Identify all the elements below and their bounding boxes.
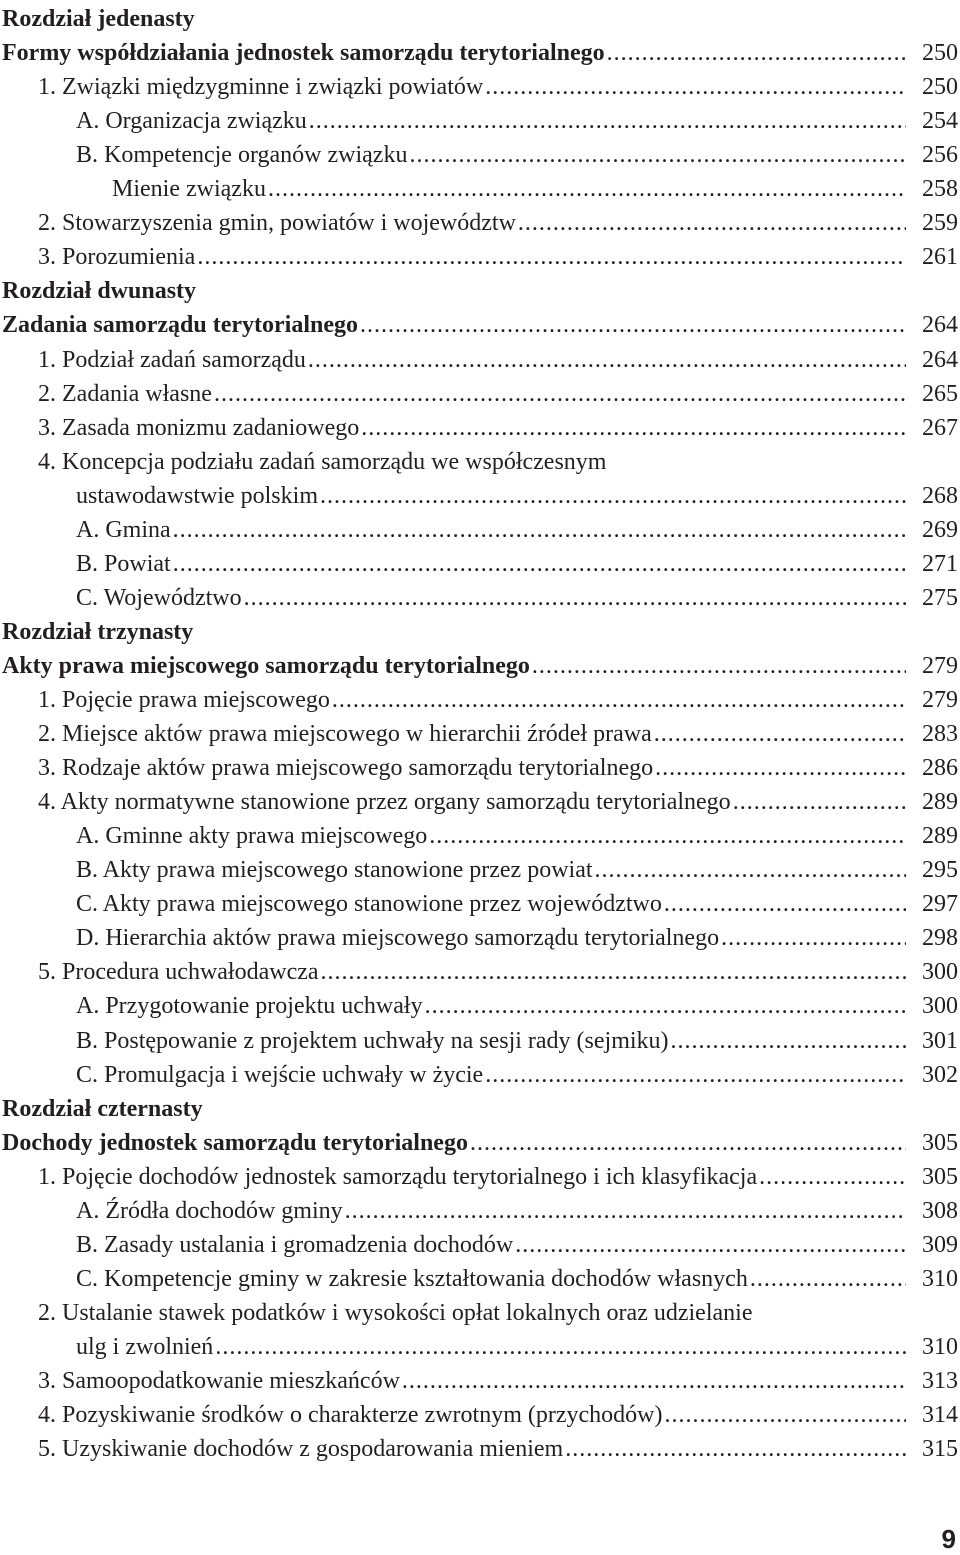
toc-entry <box>0 1160 960 1194</box>
toc-entry-line <box>0 1296 960 1330</box>
toc-page-number: 300 <box>922 959 958 986</box>
chapter-heading <box>0 2 960 36</box>
toc-entry-text: A. Organizacja związku <box>76 108 307 135</box>
toc-entry <box>0 1194 960 1228</box>
toc-entry-text: 4. Koncepcja podziału zadań samorządu we współczesnym <box>38 448 607 475</box>
dot-leader <box>309 104 906 138</box>
toc-entry-text: 4. Akty normatywne stanowione przez organy samorządu terytorialnego <box>38 789 731 816</box>
toc-entry-text: 1. Pojęcie dochodów jednostek samorządu terytorialnego i ich klasyfikacja <box>38 1163 758 1190</box>
chapter-heading <box>0 274 960 308</box>
dot-leader <box>759 1160 906 1194</box>
toc-entry-text: ulg i zwolnień <box>76 1333 214 1360</box>
toc-page-number: 313 <box>922 1368 958 1394</box>
chapter-heading-text: Rozdział trzynasty <box>2 618 194 645</box>
toc-entry <box>0 1432 960 1466</box>
toc-page-number: 283 <box>922 721 958 748</box>
toc-entry-text: 3. Porozumienia <box>38 244 196 271</box>
toc-page-number: 268 <box>922 482 958 509</box>
toc-entry-text: C. Kompetencje gminy w zakresie kształtowania dochodów własnych <box>76 1265 748 1292</box>
dot-leader <box>664 1398 906 1432</box>
dot-leader <box>565 1432 906 1466</box>
toc-page-number: 256 <box>922 142 958 169</box>
toc-entry <box>0 683 960 717</box>
toc-page-number: 267 <box>922 414 958 441</box>
toc-page-number: 305 <box>922 1129 958 1156</box>
toc-entry-text: B. Powiat <box>76 550 171 577</box>
dot-leader <box>485 70 906 104</box>
toc-page-number: 264 <box>922 346 958 373</box>
toc-entry <box>0 785 960 819</box>
toc-entry <box>0 955 960 989</box>
dot-leader <box>470 1126 906 1160</box>
dot-leader <box>268 172 906 206</box>
chapter-heading-text: Rozdział dwunasty <box>2 278 197 305</box>
toc-page-number: 310 <box>922 1265 958 1292</box>
toc-entry <box>0 70 960 104</box>
toc-page-number: 259 <box>922 210 958 237</box>
toc-page-number: 250 <box>922 40 958 67</box>
toc-entry-text: D. Hierarchia aktów prawa miejscowego samorządu terytorialnego <box>76 925 720 952</box>
dot-leader <box>345 1194 906 1228</box>
toc-entry-text: 1. Związki międzygminne i związki powiatów <box>38 74 484 101</box>
toc-page-number: 309 <box>922 1231 958 1258</box>
toc-entry-text: Zadania samorządu terytorialnego <box>2 312 358 339</box>
toc-entry-text: B. Postępowanie z projektem uchwały na sesji rady (sejmiku) <box>76 1027 669 1054</box>
toc-entry <box>0 513 960 547</box>
dot-leader <box>197 240 906 274</box>
toc-entry <box>0 1058 960 1092</box>
toc-entry <box>0 172 960 206</box>
toc-page-number: 302 <box>922 1061 958 1088</box>
toc-entry-text: A. Gmina <box>76 516 171 543</box>
toc-page-number: 261 <box>922 244 958 271</box>
toc-entry <box>0 581 960 615</box>
toc-entry-text: Mienie związku <box>112 176 266 203</box>
dot-leader <box>361 411 906 445</box>
toc-entry-text: A. Gminne akty prawa miejscowego <box>76 823 428 850</box>
dot-leader <box>214 377 906 411</box>
dot-leader <box>173 547 906 581</box>
toc-entry <box>0 138 960 172</box>
toc-entry <box>0 921 960 955</box>
toc-entry <box>0 853 960 887</box>
toc-entry-text: B. Kompetencje organów związku <box>76 142 408 169</box>
dot-leader <box>173 513 906 547</box>
page-number: 9 <box>941 1524 956 1554</box>
toc-entry-text: 3. Rodzaje aktów prawa miejscowego samorządu terytorialnego <box>38 755 654 782</box>
toc-entry-text: 1. Podział zadań samorządu <box>38 346 306 373</box>
toc-page-number: 295 <box>922 857 958 884</box>
dot-leader <box>671 1024 906 1058</box>
chapter-title-entry <box>0 1126 960 1160</box>
toc-entry-text: A. Źródła dochodów gminy <box>76 1197 343 1224</box>
toc-entry <box>0 887 960 921</box>
chapter-heading-text: Rozdział jedenasty <box>2 6 195 32</box>
dot-leader <box>515 1228 906 1262</box>
toc-page-number: 315 <box>922 1436 958 1463</box>
toc-page-number: 265 <box>922 380 958 407</box>
chapter-title-entry <box>0 36 960 70</box>
toc-page-number: 289 <box>922 823 958 850</box>
dot-leader <box>320 479 906 513</box>
toc-entry-text: 1. Pojęcie prawa miejscowego <box>38 687 330 713</box>
toc-entry-text: 3. Zasada monizmu zadaniowego <box>38 414 360 441</box>
toc-entry <box>0 411 960 445</box>
toc-page-number: 269 <box>922 516 958 543</box>
toc-page-number: 300 <box>922 993 958 1020</box>
toc-entry-text: 5. Uzyskiwanie dochodów z gospodarowania mieniem <box>38 1436 564 1463</box>
dot-leader <box>518 206 906 240</box>
toc-page-number: 286 <box>922 755 958 782</box>
dot-leader <box>321 955 906 989</box>
toc-entry <box>0 751 960 785</box>
dot-leader <box>595 853 906 887</box>
toc-page-number: 301 <box>922 1027 958 1054</box>
toc-entry <box>0 104 960 138</box>
dot-leader <box>409 138 906 172</box>
toc-entry <box>0 479 960 513</box>
dot-leader <box>655 751 906 785</box>
toc-entry-text: 4. Pozyskiwanie środków o charakterze zwrotnym (przychodów) <box>38 1402 663 1429</box>
toc-entry-text: Dochody jednostek samorządu terytorialnego <box>2 1129 468 1156</box>
dot-leader <box>215 1330 906 1364</box>
dot-leader <box>429 819 906 853</box>
toc-entry <box>0 1228 960 1262</box>
toc-page-number: 264 <box>922 312 958 339</box>
chapter-title-entry <box>0 308 960 342</box>
toc-entry <box>0 1024 960 1058</box>
toc-page-number: 258 <box>922 176 958 203</box>
toc-entry <box>0 717 960 751</box>
dot-leader <box>750 1262 906 1296</box>
toc-entry <box>0 1398 960 1432</box>
dot-leader <box>654 717 906 751</box>
toc-entry-text: 2. Zadania własne <box>38 380 212 407</box>
toc-entry-text: B. Akty prawa miejscowego stanowione przez powiat <box>76 857 593 884</box>
toc-entry <box>0 1262 960 1296</box>
toc-page-number: 308 <box>922 1197 958 1224</box>
chapter-heading <box>0 615 960 649</box>
toc-entry-text: 2. Miejsce aktów prawa miejscowego w hierarchii źródeł prawa <box>38 721 652 748</box>
dot-leader <box>425 989 906 1023</box>
dot-leader <box>607 36 906 70</box>
chapter-heading <box>0 1092 960 1126</box>
dot-leader <box>485 1058 906 1092</box>
toc-entry <box>0 1364 960 1398</box>
dot-leader <box>721 921 906 955</box>
toc-entry-text: 2. Ustalanie stawek podatków i wysokości opłat lokalnych oraz udzielanie <box>38 1299 753 1326</box>
dot-leader <box>664 887 906 921</box>
toc-page-number: 289 <box>922 789 958 816</box>
toc-entry-text: 3. Samoopodatkowanie mieszkańców <box>38 1368 400 1394</box>
toc-entry <box>0 989 960 1023</box>
toc-entry <box>0 1330 960 1364</box>
toc-entry <box>0 819 960 853</box>
dot-leader <box>733 785 906 819</box>
toc-entry-text: Akty prawa miejscowego samorządu terytorialnego <box>2 652 530 679</box>
chapter-heading-text: Rozdział czternasty <box>2 1095 203 1122</box>
toc-entry <box>0 377 960 411</box>
toc-page-number: 305 <box>922 1163 958 1190</box>
toc-entry-text: ustawodawstwie polskim <box>76 482 318 509</box>
toc-page-number: 275 <box>922 584 958 611</box>
toc-page-number: 279 <box>922 687 958 713</box>
toc-entry-text: C. Województwo <box>76 584 242 611</box>
toc-entry-line <box>0 445 960 479</box>
toc-page-number: 314 <box>922 1402 958 1429</box>
toc-page-number: 254 <box>922 108 958 135</box>
dot-leader <box>360 308 906 342</box>
toc-page-number: 298 <box>922 925 958 952</box>
toc-page-number: 271 <box>922 550 958 577</box>
dot-leader <box>532 649 906 683</box>
toc-page-number: 279 <box>922 652 958 679</box>
dot-leader <box>244 581 906 615</box>
toc-entry-text: C. Akty prawa miejscowego stanowione przez województwo <box>76 891 662 918</box>
toc-entry-text: B. Zasady ustalania i gromadzenia dochodów <box>76 1231 514 1258</box>
toc-entry-text: 5. Procedura uchwałodawcza <box>38 959 319 986</box>
toc-entry-text: Formy współdziałania jednostek samorządu terytorialnego <box>2 40 605 67</box>
chapter-title-entry <box>0 649 960 683</box>
toc-entry <box>0 343 960 377</box>
dot-leader <box>402 1364 906 1398</box>
toc-entry <box>0 240 960 274</box>
dot-leader <box>308 343 906 377</box>
toc-page-number: 297 <box>922 891 958 918</box>
toc-entry-text: 2. Stowarzyszenia gmin, powiatów i województw <box>38 210 516 237</box>
toc-page-number: 250 <box>922 74 958 101</box>
toc-entry-text: C. Promulgacja i wejście uchwały w życie <box>76 1061 484 1088</box>
toc-page-number: 310 <box>922 1333 958 1360</box>
dot-leader <box>332 683 906 717</box>
toc-entry <box>0 547 960 581</box>
toc-entry-text: A. Przygotowanie projektu uchwały <box>76 993 423 1020</box>
toc-entry <box>0 206 960 240</box>
